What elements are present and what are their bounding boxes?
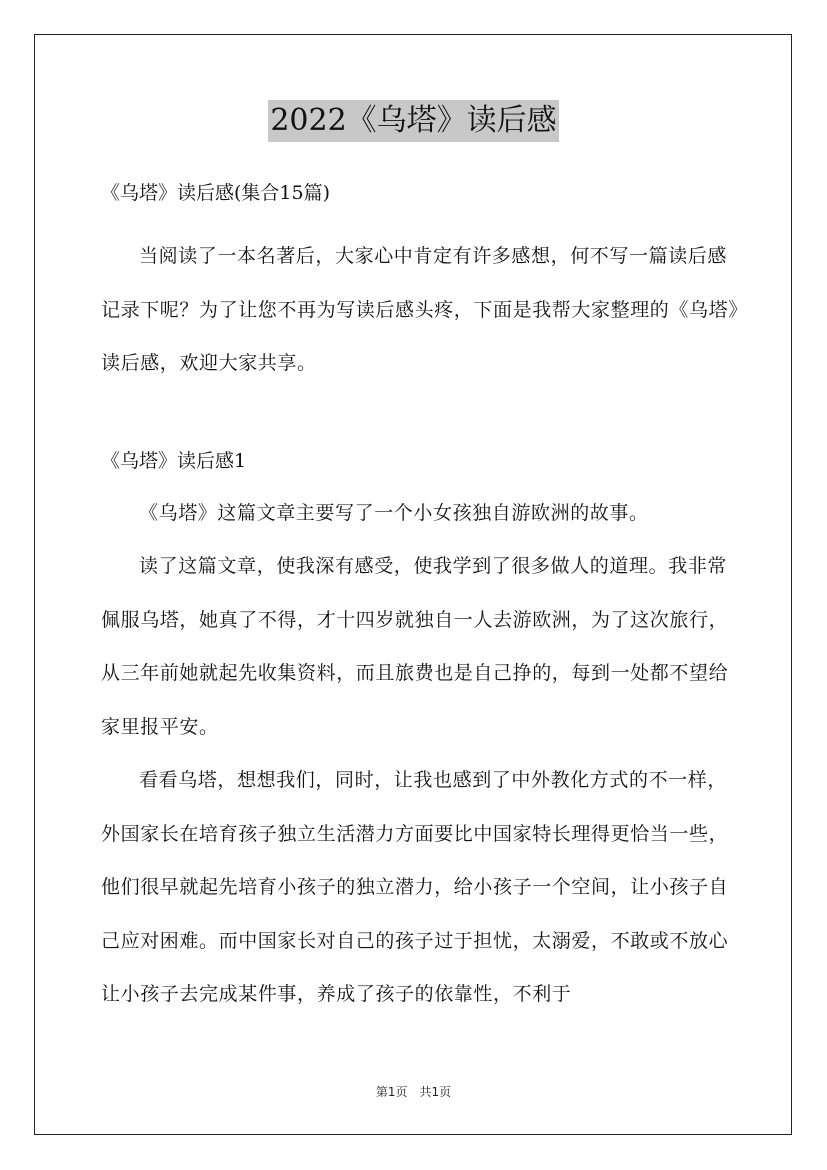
spacer (101, 391, 741, 435)
intro-paragraph: 当阅读了一本名著后，大家心中肯定有许多感想，何不写一篇读后感记录下呢？为了让您不再为写读后感头疼，下面是我帮大家整理的《乌塔》读后感，欢迎大家共享。 (101, 245, 739, 374)
body-paragraph: 《乌塔》这篇文章主要写了一个小女孩独自游欧洲的故事。 (139, 501, 649, 524)
title-wrap (0, 100, 827, 142)
document-title: 2022《乌塔》读后感 (268, 100, 558, 142)
body-paragraph: 看看乌塔，想想我们，同时，让我也感到了中外教化方式的不一样，外国家长在培育孩子独立生活潜力方面要比中国家特长理得更恰当一些，他们很早就起先培育小孩子的独立潜力，给小孩子一个空间，让小孩子自己应对困难。而中国家长对自己的孩子过于担忧，太溺爱，不敢或不放心让小孩子去完成某件事，养成了孩子的依靠性，不利于 (101, 769, 729, 1005)
document-body (101, 175, 741, 1022)
spacer (101, 211, 741, 230)
page-number: 第1页 共1页 (375, 1085, 452, 1099)
page-footer (0, 1083, 827, 1100)
body-paragraph: 读了这篇文章，使我深有感受，使我学到了很多做人的道理。我非常佩服乌塔，她真了不得，才十四岁就独自一人去游欧洲，为了这次旅行，从三年前她就起先收集资料，而且旅费也是自己挣的，每到一处都不望给家里报平安。 (101, 555, 729, 738)
document-subtitle: 《乌塔》读后感(集合15篇) (101, 182, 331, 204)
section-heading: 《乌塔》读后感1 (101, 449, 247, 472)
